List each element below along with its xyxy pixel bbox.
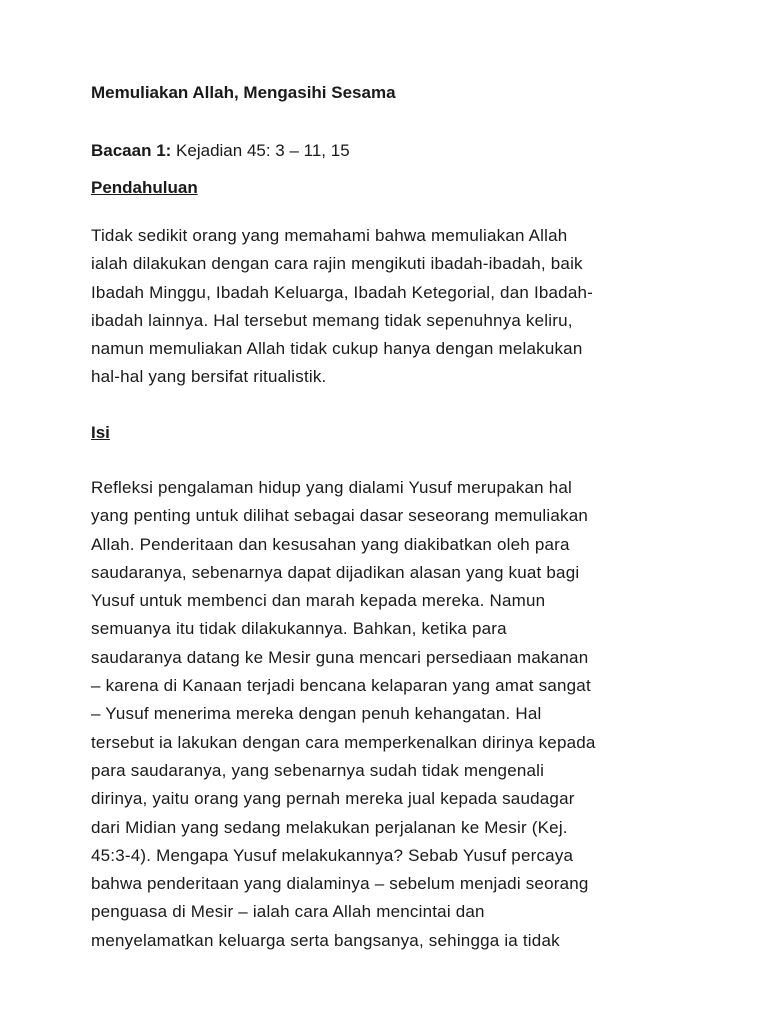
paragraph-line: 45:3-4). Mengapa Yusuf melakukannya? Sebab Yusuf percaya bbox=[91, 845, 574, 865]
paragraph-line: dari Midian yang sedang melakukan perjalanan ke Mesir (Kej. bbox=[91, 817, 568, 837]
paragraph-line: tersebut ia lakukan dengan cara memperkenalkan dirinya kepada bbox=[91, 732, 596, 752]
paragraph-line: Tidak sedikit orang yang memahami bahwa memuliakan Allah bbox=[91, 226, 568, 245]
paragraph-line: bahwa penderitaan yang dialaminya – sebelum menjadi seorang bbox=[91, 874, 589, 894]
paragraph-line: penguasa di Mesir – ialah cara Allah mencintai dan bbox=[91, 902, 485, 922]
paragraph-line: Refleksi pengalaman hidup yang dialami Yusuf merupakan hal bbox=[91, 478, 572, 497]
paragraph-line: – Yusuf menerima mereka dengan penuh kehangatan. Hal bbox=[91, 704, 542, 724]
paragraph-line: Allah. Penderitaan dan kesusahan yang diakibatkan oleh para bbox=[91, 534, 570, 554]
paragraph-line: semuanya itu tidak dilakukannya. Bahkan, ketika para bbox=[91, 619, 507, 639]
paragraph-line: menyelamatkan keluarga serta bangsanya, sehingga ia tidak bbox=[91, 930, 560, 950]
paragraph-line: saudaranya datang ke Mesir guna mencari persediaan makanan bbox=[91, 647, 589, 667]
reading-label: Bacaan 1: bbox=[91, 141, 172, 160]
section-heading-isi: Isi bbox=[91, 423, 110, 442]
document-title: Memuliakan Allah, Mengasihi Sesama bbox=[91, 83, 396, 102]
paragraph-isi bbox=[91, 474, 691, 955]
paragraph-line: para saudaranya, yang sebenarnya sudah tidak mengenali bbox=[91, 760, 545, 780]
paragraph-line: Yusuf untuk membenci dan marah kepada mereka. Namun bbox=[91, 591, 546, 611]
paragraph-line: dirinya, yaitu orang yang pernah mereka jual kepada saudagar bbox=[91, 789, 575, 809]
paragraph-line: ialah dilakukan dengan cara rajin mengikuti ibadah-ibadah, baik bbox=[91, 254, 583, 274]
paragraph-pendahuluan bbox=[91, 222, 691, 392]
paragraph-line: namun memuliakan Allah tidak cukup hanya dengan melakukan bbox=[91, 339, 583, 359]
reading-value: Kejadian 45: 3 – 11, 15 bbox=[171, 141, 350, 160]
paragraph-line: – karena di Kanaan terjadi bencana kelaparan yang amat sangat bbox=[91, 676, 591, 696]
paragraph-line: ibadah lainnya. Hal tersebut memang tidak sepenuhnya keliru, bbox=[91, 310, 573, 330]
paragraph-line: Ibadah Minggu, Ibadah Keluarga, Ibadah Ketegorial, dan Ibadah- bbox=[91, 282, 593, 302]
paragraph-line: hal-hal yang bersifat ritualistik. bbox=[91, 367, 327, 387]
section-heading-pendahuluan: Pendahuluan bbox=[91, 178, 198, 197]
reading-reference bbox=[91, 140, 350, 162]
paragraph-line: yang penting untuk dilihat sebagai dasar seseorang memuliakan bbox=[91, 506, 589, 526]
paragraph-line: saudaranya, sebenarnya dapat dijadikan alasan yang kuat bagi bbox=[91, 562, 580, 582]
